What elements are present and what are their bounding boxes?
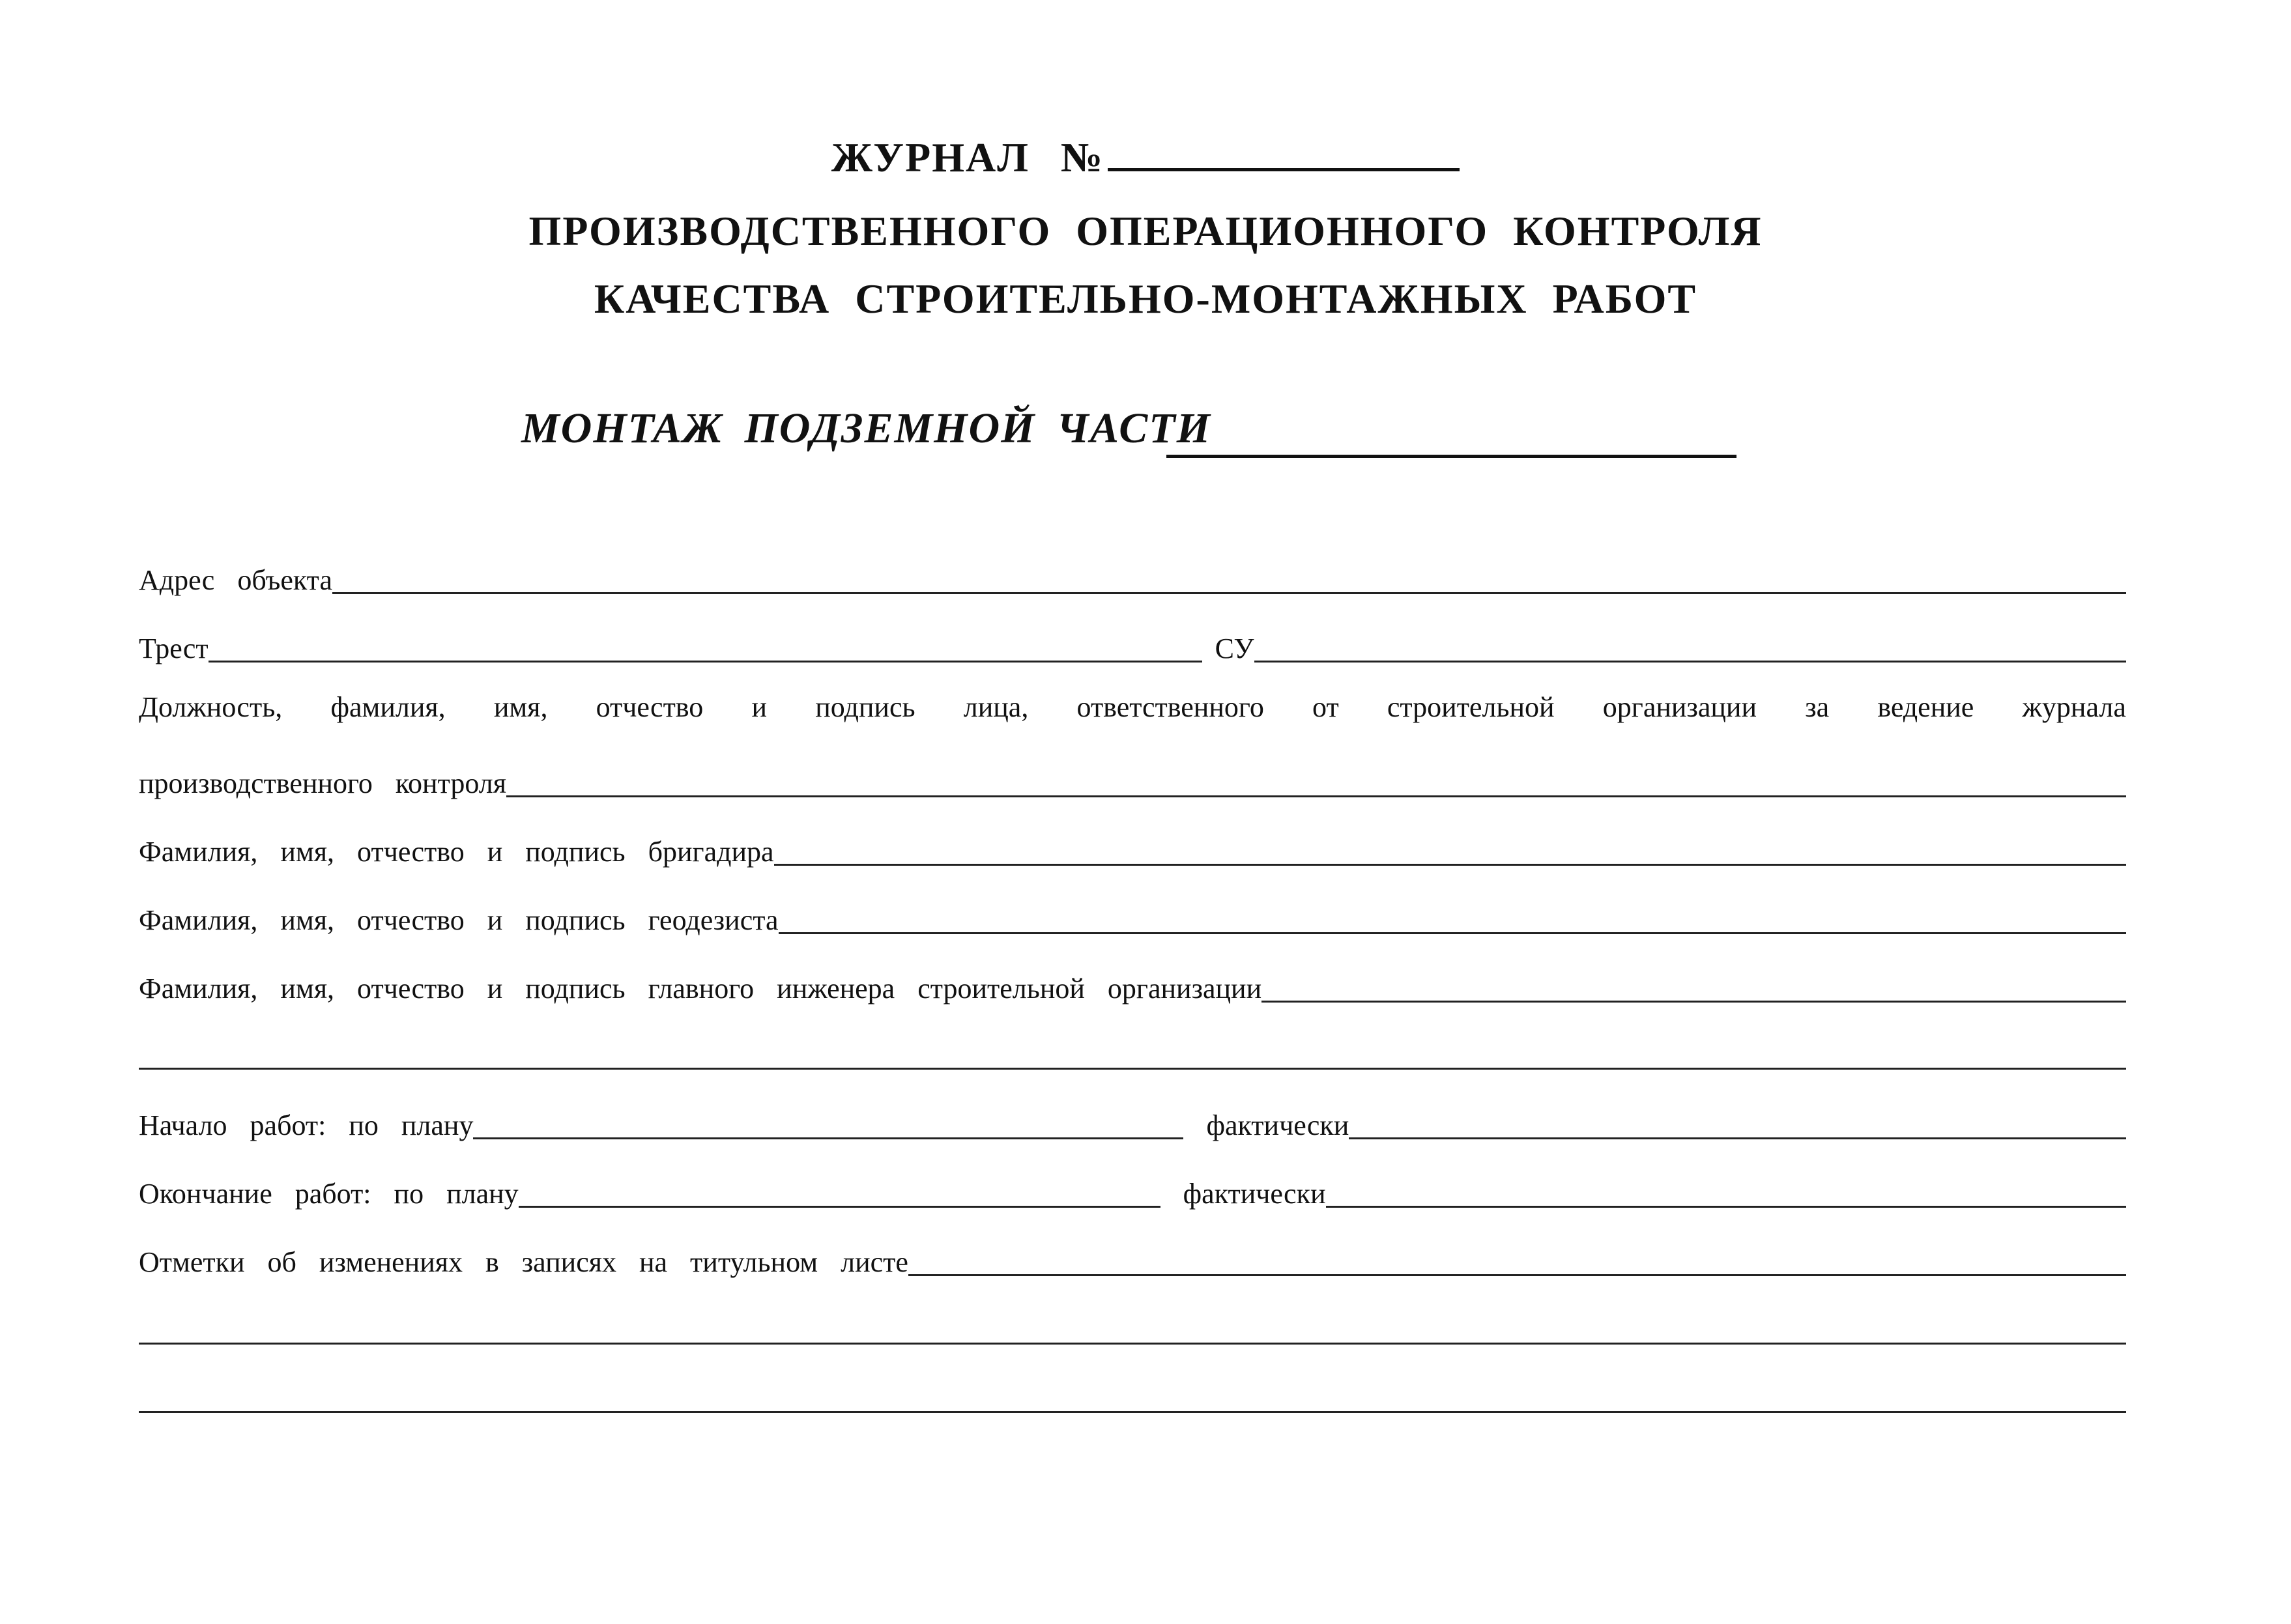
end-plan-field[interactable] (519, 1206, 1160, 1208)
journal-number-field[interactable] (1108, 162, 1460, 171)
section-word: ПОДЗЕМНОЙ (744, 405, 1036, 452)
label-word: от (1312, 691, 1339, 723)
responsible-label-line (139, 691, 2126, 724)
su-label: СУ (1215, 633, 1254, 664)
chief-engineer-row-2 (139, 1029, 2126, 1075)
label-word: за (1805, 691, 1830, 723)
label-word: фамилия, (330, 691, 446, 723)
chief-engineer-field[interactable] (1261, 1001, 2126, 1003)
label-word: и (751, 691, 768, 723)
start-actual-label: фактически (1206, 1109, 1349, 1141)
title-changes-row (139, 1236, 2126, 1281)
responsible-field[interactable] (506, 795, 2126, 797)
end-actual-label: фактически (1183, 1178, 1326, 1210)
address-label: Адрес объекта (139, 564, 332, 596)
chief-engineer-row (139, 962, 2126, 1008)
label-word: имя, (493, 691, 548, 723)
subtitle-word: РАБОТ (1552, 276, 1697, 322)
subtitle-line-2 (0, 275, 2291, 323)
start-plan-field[interactable] (473, 1137, 1183, 1139)
end-plan-label: Окончание работ: по плану (139, 1178, 519, 1210)
brigadier-field[interactable] (774, 864, 2126, 866)
geodesist-label: Фамилия, имя, отчество и подпись геодезиста (139, 904, 779, 936)
start-plan-label: Начало работ: по плану (139, 1109, 474, 1141)
subtitle-word: ОПЕРАЦИОННОГО (1076, 208, 1489, 254)
label-word: ответственного (1076, 691, 1264, 723)
subtitle-word: КОНТРОЛЯ (1513, 208, 1763, 254)
title-changes-field-3[interactable] (139, 1411, 2126, 1413)
trust-row (139, 622, 2126, 668)
subtitle-word: СТРОИТЕЛЬНО-МОНТАЖНЫХ (855, 276, 1528, 322)
end-actual-field[interactable] (1326, 1206, 2127, 1208)
geodesist-field[interactable] (779, 932, 2126, 934)
title-changes-label: Отметки об изменениях в записях на титульном листе (139, 1246, 908, 1278)
brigadier-row (139, 825, 2126, 871)
section-word: МОНТАЖ (521, 405, 724, 452)
title-changes-row-3 (139, 1373, 2126, 1418)
responsible-row (139, 757, 2126, 803)
number-sign: № (1060, 134, 1104, 180)
brigadier-label: Фамилия, имя, отчество и подпись бригадира (139, 836, 774, 868)
journal-word: ЖУРНАЛ (831, 134, 1030, 180)
start-actual-field[interactable] (1349, 1137, 2126, 1139)
address-row (139, 554, 2126, 599)
subtitle-word: КАЧЕСТВА (594, 276, 831, 322)
address-field[interactable] (332, 592, 2126, 594)
chief-engineer-field-continued[interactable] (139, 1068, 2126, 1070)
label-word: ведение (1877, 691, 1974, 723)
title-changes-field[interactable] (908, 1274, 2126, 1276)
geodesist-row (139, 894, 2126, 939)
su-field[interactable] (1254, 661, 2126, 662)
title-changes-row-2 (139, 1304, 2126, 1350)
label-word: организации (1602, 691, 1757, 723)
section-name-field[interactable] (1166, 455, 1736, 458)
label-word: подпись (815, 691, 915, 723)
subtitle-word: ПРОИЗВОДСТВЕННОГО (528, 208, 1052, 254)
end-row (139, 1167, 2126, 1213)
subtitle-line-1 (0, 207, 2291, 255)
section-title (521, 404, 1211, 453)
start-row (139, 1099, 2126, 1145)
label-word: отчество (596, 691, 704, 723)
label-word: Должность, (139, 691, 283, 723)
label-word: строительной (1387, 691, 1555, 723)
journal-title (0, 134, 2291, 182)
section-word: ЧАСТИ (1056, 405, 1211, 452)
trust-label: Трест (139, 633, 209, 664)
label-word: журнала (2022, 691, 2126, 723)
label-word: лица, (963, 691, 1029, 723)
trust-field[interactable] (209, 661, 1202, 662)
title-changes-field-2[interactable] (139, 1343, 2126, 1345)
responsible-label: производственного контроля (139, 767, 506, 799)
chief-engineer-label: Фамилия, имя, отчество и подпись главного инженера строительной организации (139, 973, 1262, 1004)
